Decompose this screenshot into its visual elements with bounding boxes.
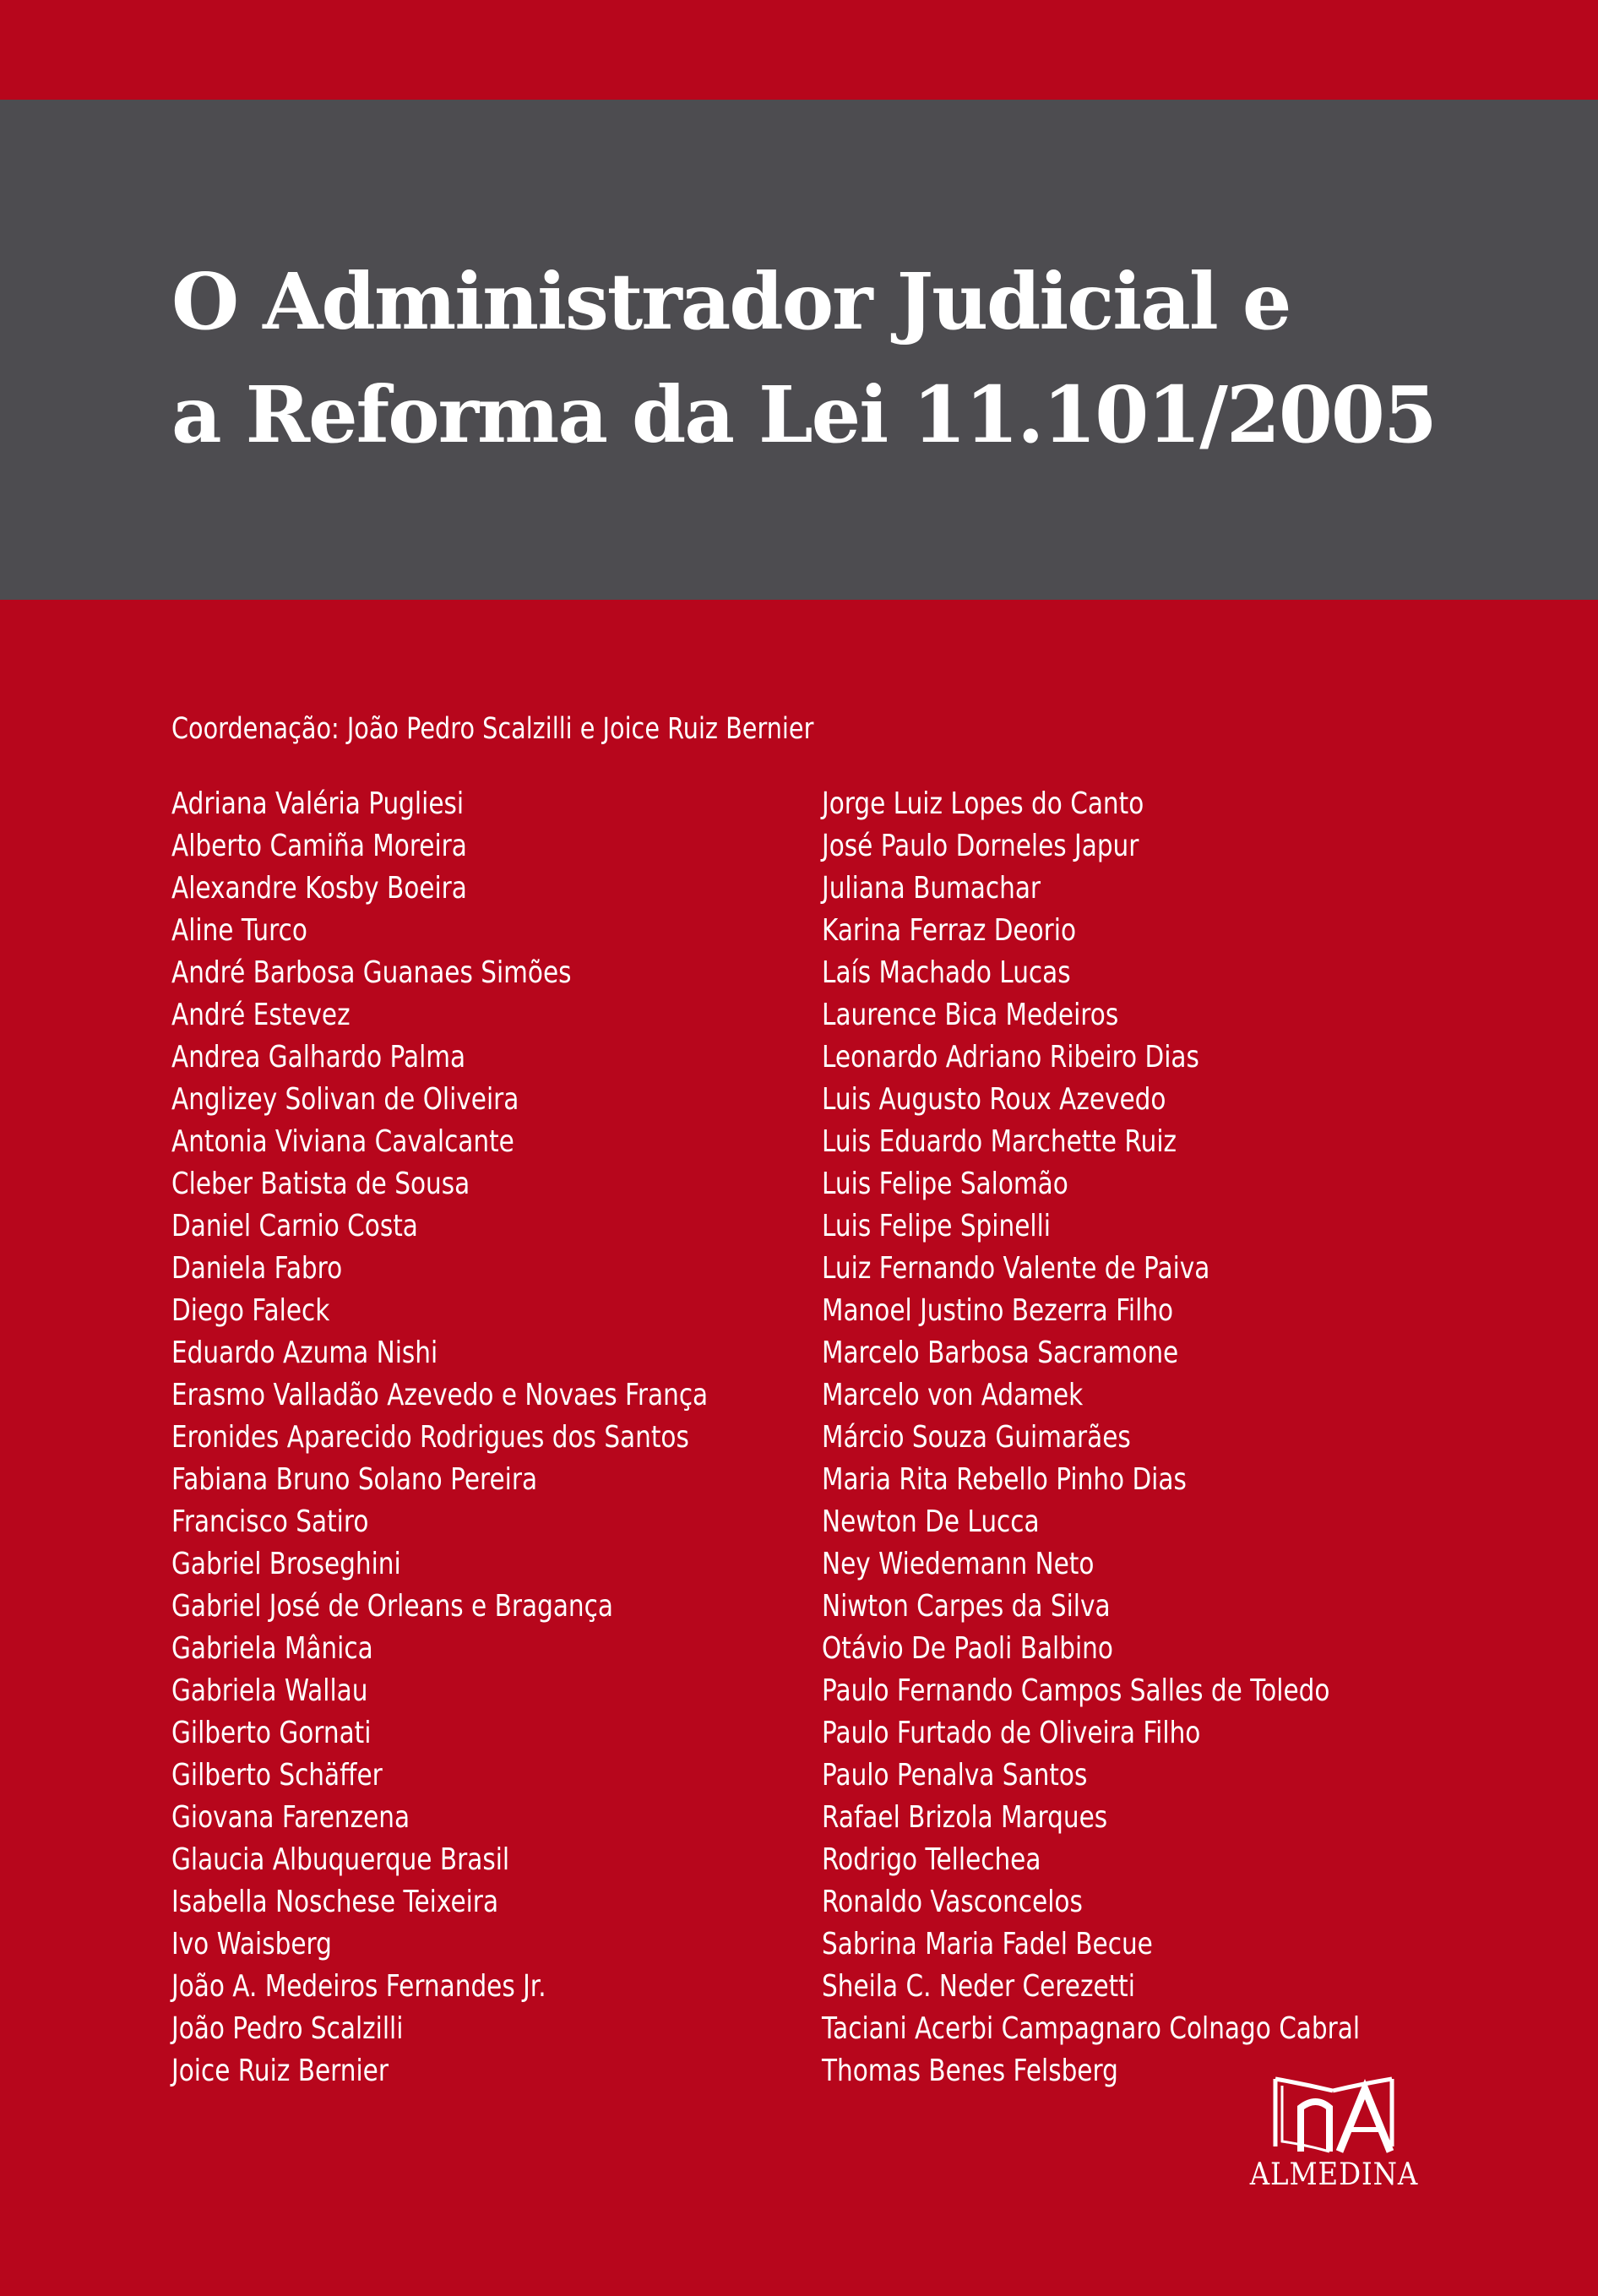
author-name: Sabrina Maria Fadel Becue	[822, 1927, 1153, 1961]
author-name: Daniel Carnio Costa	[171, 1209, 418, 1243]
author-name: Adriana Valéria Pugliesi	[171, 786, 465, 821]
author-name: Niwton Carpes da Silva	[822, 1589, 1111, 1624]
author-name: Laurence Bica Medeiros	[822, 998, 1119, 1032]
author-name: Jorge Luiz Lopes do Canto	[822, 786, 1144, 821]
author-name: Juliana Bumachar	[822, 871, 1041, 906]
author-name: Glaucia Albuquerque Brasil	[171, 1842, 510, 1877]
author-name: Otávio De Paoli Balbino	[822, 1631, 1113, 1666]
publisher-name: ALMEDINA	[1249, 2157, 1419, 2192]
almedina-logo-icon	[1267, 2074, 1400, 2157]
author-name: Marcelo Barbosa Sacramone	[822, 1336, 1179, 1370]
author-name: Paulo Furtado de Oliveira Filho	[822, 1716, 1201, 1750]
author-name: Taciani Acerbi Campagnaro Colnago Cabral	[822, 2011, 1361, 2046]
author-name: Gabriel Broseghini	[171, 1547, 401, 1581]
author-name: Karina Ferraz Deorio	[822, 913, 1077, 948]
author-name: Ronaldo Vasconcelos	[822, 1885, 1083, 1919]
author-name: Giovana Farenzena	[171, 1800, 410, 1835]
author-name: Gilberto Schäffer	[171, 1758, 383, 1793]
author-name: Luis Eduardo Marchette Ruiz	[822, 1124, 1177, 1159]
coordination-credit: Coordenação: João Pedro Scalzilli e Joice Ruiz Bernier	[171, 712, 814, 746]
author-name: Newton De Lucca	[822, 1504, 1040, 1539]
author-name: Rodrigo Tellechea	[822, 1842, 1041, 1877]
authors-list-right	[822, 783, 1360, 2092]
author-name: Eduardo Azuma Nishi	[171, 1336, 438, 1370]
author-name: Antonia Viviana Cavalcante	[171, 1124, 514, 1159]
author-name: Cleber Batista de Sousa	[171, 1167, 470, 1201]
author-name: Manoel Justino Bezerra Filho	[822, 1293, 1174, 1328]
author-name: Márcio Souza Guimarães	[822, 1420, 1131, 1455]
author-name: Laís Machado Lucas	[822, 955, 1071, 990]
author-name: Maria Rita Rebello Pinho Dias	[822, 1462, 1187, 1497]
book-title	[171, 245, 1436, 471]
author-name: Luis Augusto Roux Azevedo	[822, 1082, 1166, 1117]
author-name: Thomas Benes Felsberg	[822, 2054, 1118, 2088]
publisher-logo	[1235, 2074, 1433, 2192]
author-name: Aline Turco	[171, 913, 307, 948]
author-name: Fabiana Bruno Solano Pereira	[171, 1462, 538, 1497]
author-name: André Barbosa Guanaes Simões	[171, 955, 572, 990]
author-name: Alexandre Kosby Boeira	[171, 871, 467, 906]
author-name: Alberto Camiña Moreira	[171, 829, 467, 863]
author-name: José Paulo Dorneles Japur	[822, 829, 1139, 863]
author-name: Leonardo Adriano Ribeiro Dias	[822, 1040, 1199, 1075]
author-name: Gabriela Wallau	[171, 1673, 368, 1708]
author-name: Sheila C. Neder Cerezetti	[822, 1969, 1135, 2004]
author-name: Luis Felipe Salomão	[822, 1167, 1068, 1201]
author-name: Andrea Galhardo Palma	[171, 1040, 466, 1075]
author-name: Gabriel José de Orleans e Bragança	[171, 1589, 613, 1624]
author-name: Ivo Waisberg	[171, 1927, 332, 1961]
author-name: Gilberto Gornati	[171, 1716, 372, 1750]
author-name: Rafael Brizola Marques	[822, 1800, 1108, 1835]
author-name: Luiz Fernando Valente de Paiva	[822, 1251, 1210, 1286]
author-name: Erasmo Valladão Azevedo e Novaes França	[171, 1378, 709, 1412]
authors-list-left	[171, 783, 708, 2092]
author-name: Marcelo von Adamek	[822, 1378, 1084, 1412]
author-name: André Estevez	[171, 998, 351, 1032]
author-name: Francisco Satiro	[171, 1504, 369, 1539]
author-name: Anglizey Solivan de Oliveira	[171, 1082, 519, 1117]
book-title-line-1: O Administrador Judicial e	[171, 256, 1291, 347]
author-name: Isabella Noschese Teixeira	[171, 1885, 499, 1919]
author-name: Gabriela Mânica	[171, 1631, 373, 1666]
author-name: Eronides Aparecido Rodrigues dos Santos	[171, 1420, 689, 1455]
author-name: Paulo Fernando Campos Salles de Toledo	[822, 1673, 1330, 1708]
author-name: Luis Felipe Spinelli	[822, 1209, 1051, 1243]
author-name: Joice Ruiz Bernier	[171, 2054, 389, 2088]
author-name: Paulo Penalva Santos	[822, 1758, 1088, 1793]
author-name: João Pedro Scalzilli	[171, 2011, 404, 2046]
book-title-line-2: a Reforma da Lei 11.101/2005	[171, 369, 1436, 460]
author-name: Ney Wiedemann Neto	[822, 1547, 1095, 1581]
author-name: Daniela Fabro	[171, 1251, 343, 1286]
author-name: João A. Medeiros Fernandes Jr.	[171, 1969, 546, 2004]
author-name: Diego Faleck	[171, 1293, 330, 1328]
